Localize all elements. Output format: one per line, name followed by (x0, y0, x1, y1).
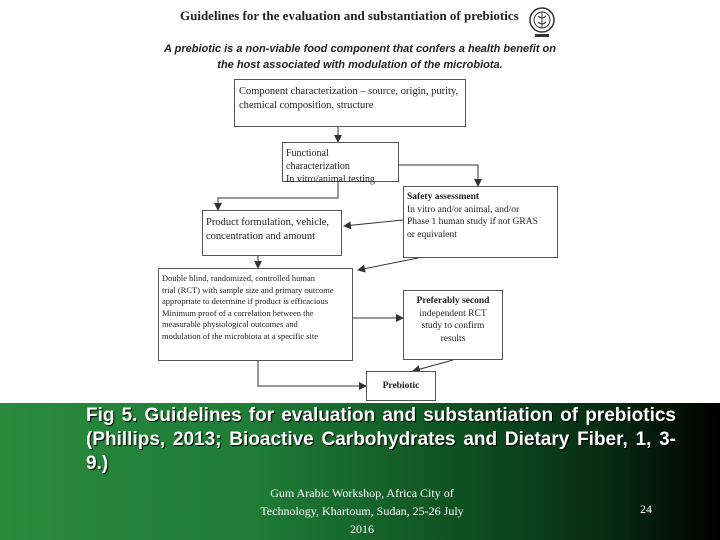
functional-characterization-box (282, 142, 399, 185)
box-heading: Safety assessment (407, 192, 480, 202)
prebiotic-box: Prebiotic (366, 371, 436, 401)
footer-text: Gum Arabic Workshop, Africa City of Technology, Khartoum, Sudan, 25-26 July 2016 (260, 486, 464, 536)
box-line: measurable physiological outcomes and (162, 319, 298, 329)
box-line: Product formulation, vehicle, (206, 217, 330, 228)
safety-assessment-box (403, 186, 558, 258)
component-characterization-box (234, 79, 466, 127)
page-number: 24 (640, 502, 652, 516)
box-line: Phase 1 human study if not GRAS (407, 217, 538, 227)
figure-title: Guidelines for the evaluation and substantiation of prebiotics (180, 8, 519, 23)
box-line: results (440, 333, 466, 344)
box-line: Functional characterization (286, 148, 350, 172)
product-formulation-box (202, 210, 342, 256)
box-heading: Preferably second (416, 296, 490, 306)
flowchart-figure (158, 0, 562, 403)
box-line: In vitro/animal testing (286, 174, 375, 185)
box-line: appropriate to determine if product is efficacious (162, 296, 329, 306)
box-line: Component characterization – source, origin, purity, (239, 86, 459, 97)
box-line: Minimum proof of a correlation between the (162, 307, 314, 318)
box-line: chemical composition, structure (239, 100, 374, 111)
box-line: study to confirm (421, 321, 485, 331)
box-line: In vitro and/or animal, and/or (407, 204, 520, 215)
box-line: modulation of the microbiota at a specific site (162, 330, 319, 341)
figure-caption: Fig 5. Guidelines for evaluation and substantiation of prebiotics (Phillips, 2013; Bioactive Carbohydrates and Dietary Fiber, 1, 3-9.) (86, 405, 676, 474)
box-line: independent RCT (419, 308, 487, 319)
box-line: trial (RCT) with sample size and primary outcome (162, 284, 334, 295)
prebiotic-definition: A prebiotic is a non-viable food component that confers a health benefit on the host associated with modulation of the microbiota. (164, 43, 556, 71)
human-trial-box (158, 268, 353, 361)
second-rct-box (403, 290, 503, 360)
box-line: concentration and amount (206, 231, 316, 242)
box-line: Double blind, randomized, controlled human (162, 273, 315, 283)
box-line: or equivalent (407, 229, 457, 240)
